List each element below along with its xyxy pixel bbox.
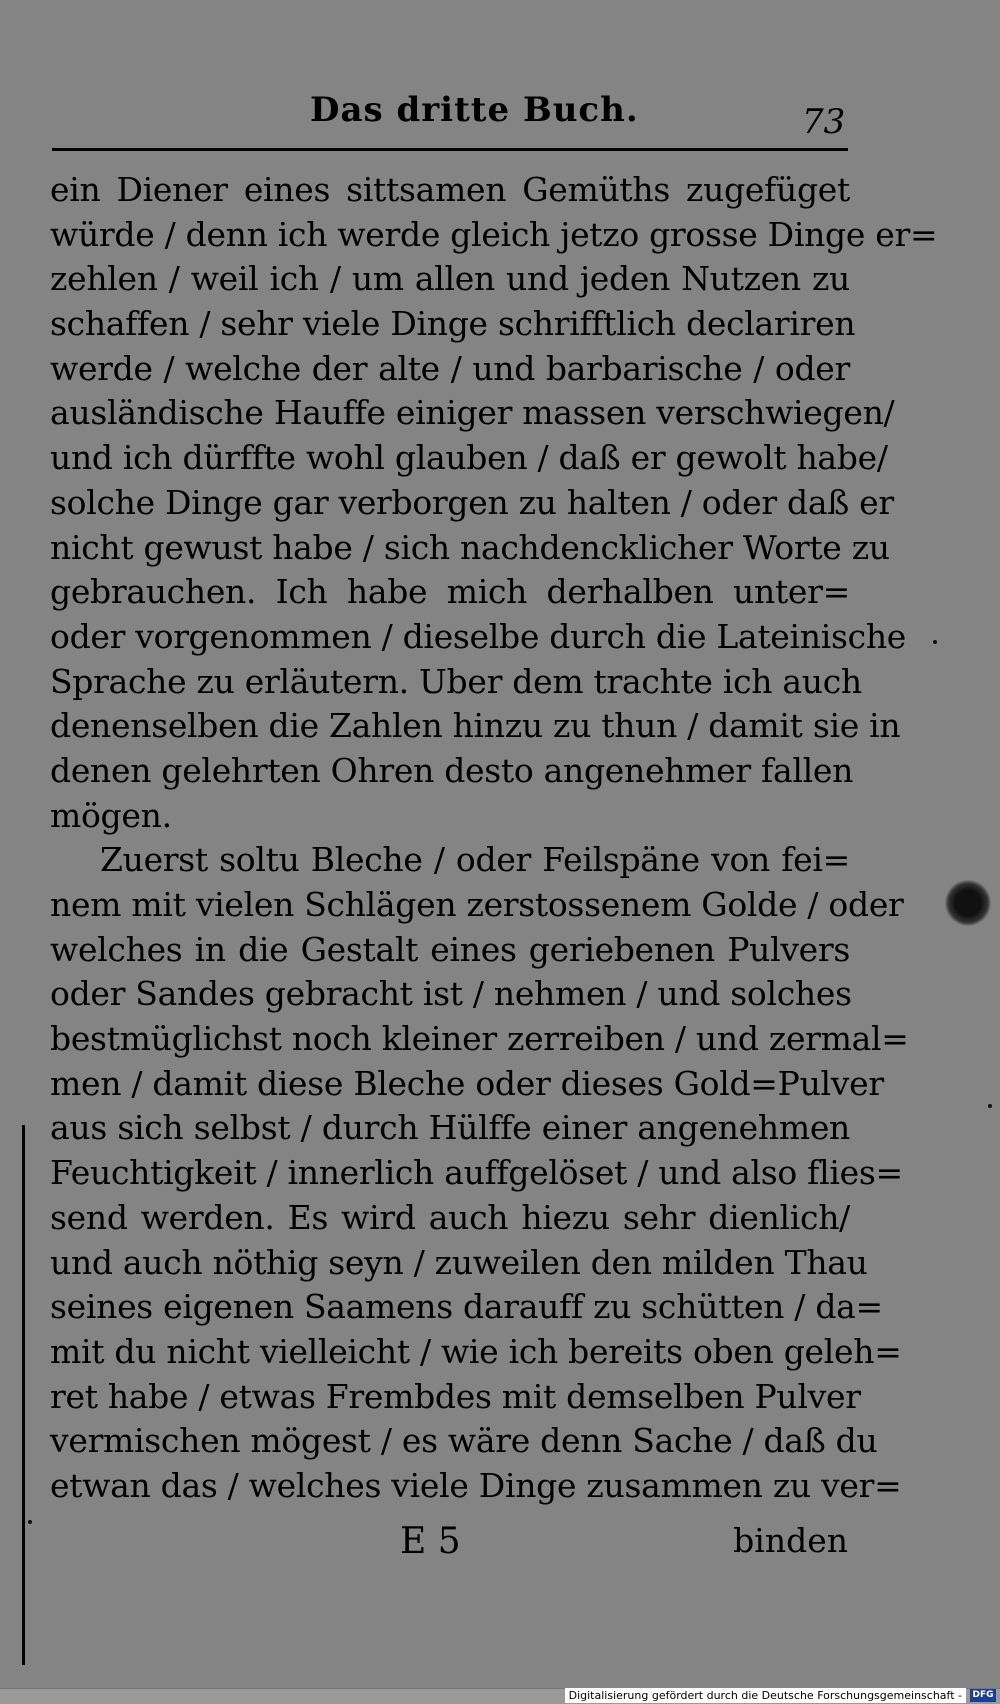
text-line: zehlen / weil ich / um allen und jeden Nutzen zu [50,259,850,299]
funding-credit: Digitalisierung gefördert durch die Deutsche Forschungsgemeinschaft - [565,1688,966,1703]
text-line: oder vorgenommen / dieselbe durch die Lateinische [50,616,906,656]
page-header [50,88,850,142]
text-line: schaffen / sehr viele Dinge schrifftlich declariren [50,304,856,344]
page-footer [50,1521,850,1565]
text-line: und auch nöthig seyn / zuweilen den milden Thau [50,1242,868,1282]
text-line: nem mit vielen Schlägen zerstossenem Golde / oder [50,885,904,924]
text-line: werde / welche der alte / und barbarische / oder [50,348,850,388]
text-line: denenselben die Zahlen hinzu zu thun / damit sie in [50,706,901,746]
body-text [50,168,938,1509]
ink-speck [988,1104,992,1108]
text-line: Sprache zu erläutern. Uber dem trachte ich auch [50,661,862,701]
text-line: Feuchtigkeit / innerlich auffgelöset / und also flies= [50,1153,903,1193]
text-line: gebrauchen. Ich habe mich derhalben unter= [50,572,850,612]
page-number: 73 [802,102,846,142]
signature-mark: E 5 [400,1521,461,1562]
text-line: etwan das / welches viele Dinge zusammen zu ver= [50,1465,902,1505]
header-rule [52,148,848,151]
text-line: bestmüglichst noch kleiner zerreiben / und zermal= [50,1019,909,1059]
running-title: Das dritte Buch. [310,90,639,130]
dfg-logo-icon: DFG [970,1689,996,1702]
text-line: solche Dinge gar verborgen zu halten / oder daß er [50,482,894,522]
text-line: oder Sandes gebracht ist / nehmen / und solches [50,974,852,1014]
text-line: Zuerst soltu Bleche / oder Feilspäne von fei= [100,840,850,880]
ink-speck [933,640,937,644]
text-line: seines eigenen Saamens darauff zu schütten / da= [50,1287,883,1327]
text-line: und ich dürffte wohl glauben / daß er gewolt habe/ [50,438,888,478]
text-line: ret habe / etwas Frembdes mit demselben Pulver [50,1376,861,1416]
text-line: mit du nicht vielleicht / wie ich bereits oben geleh= [50,1331,902,1371]
text-line: nicht gewust habe / sich nachdencklicher Worte zu [50,527,890,567]
text-line: denen gelehrten Ohren desto angenehmer fallen [50,750,854,790]
text-line: vermischen mögest / es wäre denn Sache / daß du [50,1421,878,1461]
catchword: binden [733,1521,848,1560]
text-line: ausländische Hauffe einiger massen verschwiegen/ [50,393,895,433]
text-line: send werden. Es wird auch hiezu sehr dienlich/ [50,1197,850,1237]
text-line: mögen. [50,795,172,835]
text-line: ein Diener eines sittsamen Gemüths zugefüget [50,170,850,209]
text-line: men / damit diese Bleche oder dieses Gold=Pulver [50,1063,884,1103]
ink-speck [28,1520,32,1524]
text-line: aus sich selbst / durch Hülffe einer angenehmen [50,1108,850,1148]
text-line: würde / denn ich werde gleich jetzo grosse Dinge er= [50,214,938,254]
ink-blot [945,880,991,926]
scan-edge-mark [22,1125,25,1665]
text-line: welches in die Gestalt eines geriebenen Pulvers [50,929,850,969]
